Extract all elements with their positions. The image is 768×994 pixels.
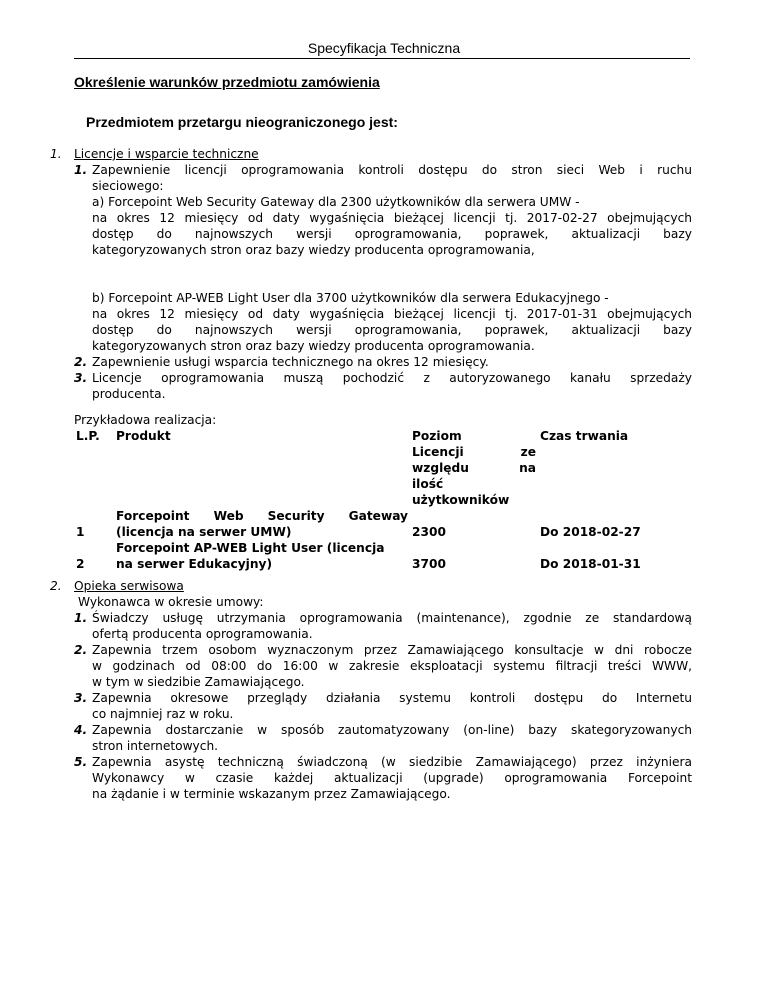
s1-item-3-line-2: producenta. <box>92 387 166 401</box>
table-row <box>74 508 690 540</box>
s2-item-3-number: 3. <box>74 691 88 705</box>
header-level-line: Licencji ze <box>412 445 536 459</box>
s1-a-line-4: kategoryzowanych stron oraz bazy wiedzy producenta oprogramowania, <box>92 243 535 257</box>
section-title: Określenie warunków przedmiotu zamówienia <box>74 74 380 90</box>
table-row <box>74 540 690 572</box>
row-product <box>114 540 410 572</box>
license-table <box>74 428 690 572</box>
s1-item-2-line-1: Zapewnienie usługi wsparcia technicznego na okres 12 miesięcy. <box>92 355 489 369</box>
row-product-line: na serwer Edukacyjny) <box>116 557 273 571</box>
s1-a-line-1: a) Forcepoint Web Security Gateway dla 2300 użytkowników dla serwera UMW - <box>92 195 580 209</box>
section-1-number: 1. <box>50 147 62 161</box>
row-lp: 1 <box>76 525 85 539</box>
s2-item-4-line-2: stron internetowych. <box>92 739 219 753</box>
header-duration: Czas trwania <box>540 429 629 443</box>
section-1-title: Licencje i wsparcie techniczne <box>74 147 259 161</box>
s1-b-line-4: kategoryzowanych stron oraz bazy wiedzy producenta oprogramowania. <box>92 339 535 353</box>
table-header-row <box>74 428 690 508</box>
row-lp: 2 <box>76 557 85 571</box>
s1-a-line-2: na okres 12 miesięcy od daty wygaśnięcia bieżącej licencji tj. 2017-02-27 obejmujących <box>92 211 692 225</box>
s1-item-1-line-1: Zapewnienie licencji oprogramowania kontroli dostępu do stron sieci Web i ruchu <box>92 163 692 177</box>
row-duration: Do 2018-02-27 <box>540 525 641 539</box>
s1-item-1-number: 1. <box>74 163 88 177</box>
s1-b-line-1: b) Forcepoint AP-WEB Light User dla 3700 użytkowników dla serwera Edukacyjnego - <box>92 291 609 305</box>
header-level-line: ilość <box>412 477 444 491</box>
s2-item-5-line-1: Zapewnia asystę techniczną świadczoną (w siedzibie Zamawiającego) przez inżyniera <box>92 755 692 769</box>
header-level-line: względu na <box>412 461 536 475</box>
header-divider <box>74 58 690 59</box>
header-level-line: użytkowników <box>412 493 510 507</box>
s2-item-2-line-2: w godzinach od 08:00 do 16:00 w zakresie eksploatacji systemu filtracji treści WWW, <box>92 659 692 673</box>
row-license-level: 3700 <box>412 557 446 571</box>
s2-item-2-line-1: Zapewnia trzem osobom wyznaczonym przez Zamawiającego konsultacje w dni robocze <box>92 643 692 657</box>
s1-item-1-line-2: sieciowego: <box>92 179 164 193</box>
header-lp: L.P. <box>76 429 100 443</box>
example-label: Przykładowa realizacja: <box>74 413 217 427</box>
header-license-level <box>410 428 538 508</box>
s2-item-5-line-3: na żądanie i w terminie wskazanym przez Zamawiającego. <box>92 787 451 801</box>
s1-item-3-line-1: Licencje oprogramowania muszą pochodzić z autoryzowanego kanału sprzedaży <box>92 371 692 385</box>
header-product: Produkt <box>116 429 171 443</box>
row-product <box>114 508 410 540</box>
row-product-line: Forcepoint Web Security Gateway <box>116 509 408 523</box>
document-header-title: Specyfikacja Techniczna <box>307 40 461 56</box>
row-license-level: 2300 <box>412 525 446 539</box>
s1-item-2-number: 2. <box>74 355 88 369</box>
s2-item-4-number: 4. <box>74 723 88 737</box>
s2-item-3-line-2: co najmniej raz w roku. <box>92 707 234 721</box>
section-2-title: Opieka serwisowa <box>74 579 184 593</box>
s1-a-line-3: dostęp do najnowszych wersji oprogramowania, poprawek, aktualizacji bazy <box>92 227 692 241</box>
s1-b-line-2: na okres 12 miesięcy od daty wygaśnięcia bieżącej licencji tj. 2017-01-31 obejmujących <box>92 307 692 321</box>
s2-item-1-line-1: Świadczy usługę utrzymania oprogramowania (maintenance), zgodnie ze standardową <box>92 611 692 625</box>
section-2-number: 2. <box>50 579 62 593</box>
s2-item-2-line-3: w tym w siedzibie Zamawiającego. <box>92 675 305 689</box>
s1-item-3-number: 3. <box>74 371 88 385</box>
s2-item-1-line-2: ofertą producenta oprogramowania. <box>92 627 313 641</box>
s2-item-5-line-2: Wykonawcy w czasie każdej aktualizacji (upgrade) oprogramowania Forcepoint <box>92 771 692 785</box>
s2-item-3-line-1: Zapewnia okresowe przeglądy działania systemu kontroli dostępu do Internetu <box>92 691 692 705</box>
s2-item-5-number: 5. <box>74 755 88 769</box>
s2-item-2-number: 2. <box>74 643 88 657</box>
s2-item-4-line-1: Zapewnia dostarczanie w sposób zautomatyzowany (on-line) bazy skategoryzowanych <box>92 723 692 737</box>
s2-item-1-number: 1. <box>74 611 88 625</box>
row-product-line: (licencja na serwer UMW) <box>116 525 292 539</box>
subject-heading: Przedmiotem przetargu nieograniczonego jest: <box>86 114 398 130</box>
section-2-intro: Wykonawca w okresie umowy: <box>78 595 264 609</box>
header-level-line: Poziom <box>412 429 462 443</box>
s1-b-line-3: dostęp do najnowszych wersji oprogramowania, poprawek, aktualizacji bazy <box>92 323 692 337</box>
row-product-line: Forcepoint AP-WEB Light User (licencja <box>116 541 385 555</box>
row-duration: Do 2018-01-31 <box>540 557 641 571</box>
